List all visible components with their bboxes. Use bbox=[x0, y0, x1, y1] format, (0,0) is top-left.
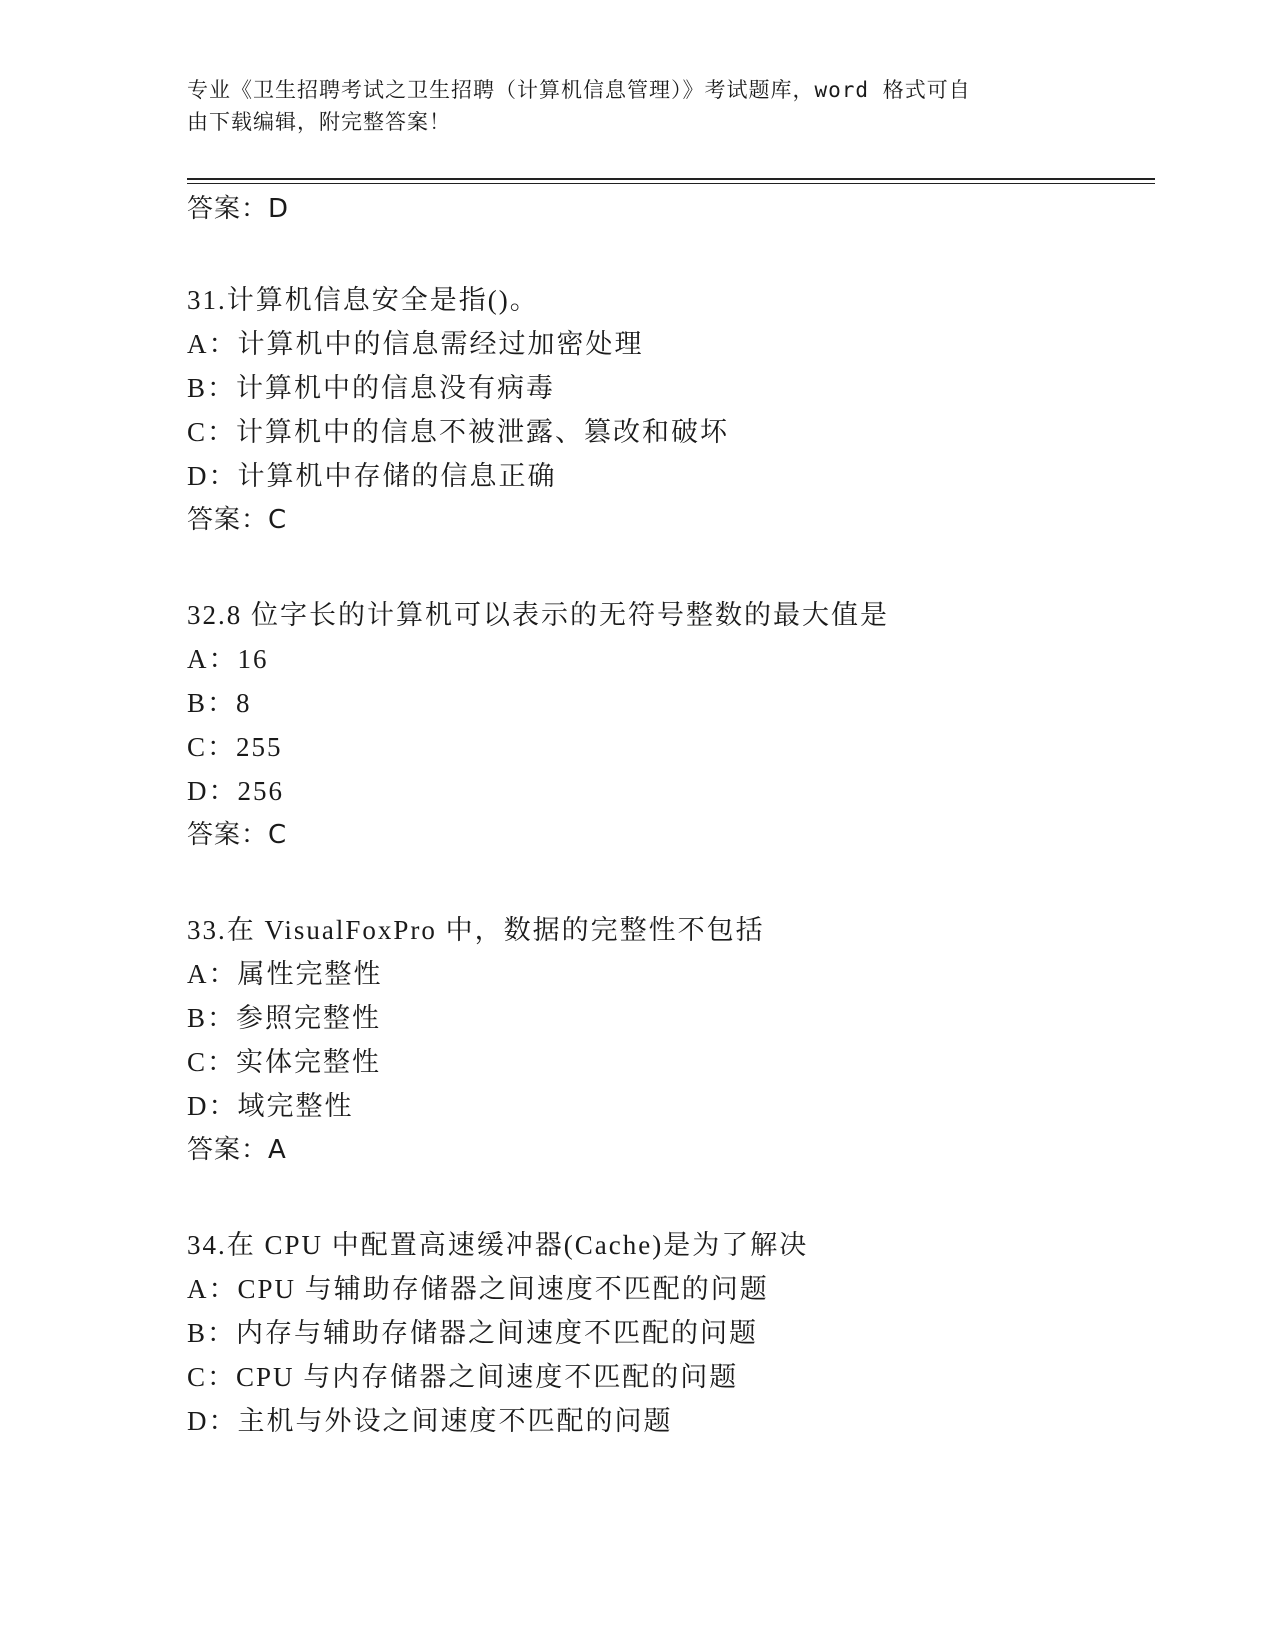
question-33-option-d: D：域完整性 bbox=[187, 1091, 354, 1121]
question-32-option-c: C：255 bbox=[187, 732, 283, 762]
header-divider-thin bbox=[187, 183, 1155, 184]
document-header bbox=[187, 74, 1087, 138]
question-34-option-a: A：CPU 与辅助存储器之间速度不匹配的问题 bbox=[187, 1274, 769, 1304]
question-33-answer: 答案：A bbox=[187, 1135, 287, 1165]
header-divider bbox=[187, 178, 1155, 180]
question-34-option-c: C：CPU 与内存储器之间速度不匹配的问题 bbox=[187, 1362, 739, 1392]
question-34-option-d: D：主机与外设之间速度不匹配的问题 bbox=[187, 1406, 673, 1436]
question-33-option-a: A：属性完整性 bbox=[187, 959, 383, 989]
answer-30: 答案：D bbox=[187, 194, 290, 224]
question-33-option-b: B：参照完整性 bbox=[187, 1003, 382, 1033]
question-34-stem: 34.在 CPU 中配置高速缓冲器(Cache)是为了解决 bbox=[187, 1230, 809, 1260]
question-31-answer: 答案：C bbox=[187, 505, 288, 535]
question-34-option-b: B：内存与辅助存储器之间速度不匹配的问题 bbox=[187, 1318, 759, 1348]
question-31-option-b: B：计算机中的信息没有病毒 bbox=[187, 373, 556, 403]
question-31-option-d: D：计算机中存储的信息正确 bbox=[187, 461, 557, 491]
question-31-option-a: A：计算机中的信息需经过加密处理 bbox=[187, 329, 644, 359]
question-33-stem: 33.在 VisualFoxPro 中，数据的完整性不包括 bbox=[187, 915, 765, 945]
question-32-option-b: B：8 bbox=[187, 688, 252, 718]
header-line-1: 专业《卫生招聘考试之卫生招聘（计算机信息管理）》考试题库，word 格式可自 bbox=[187, 78, 971, 102]
header-line-2: 由下载编辑，附完整答案！ bbox=[187, 110, 451, 134]
question-33-option-c: C：实体完整性 bbox=[187, 1047, 382, 1077]
question-32-option-a: A：16 bbox=[187, 644, 269, 674]
question-31-option-c: C：计算机中的信息不被泄露、篡改和破坏 bbox=[187, 417, 730, 447]
question-32-answer: 答案：C bbox=[187, 820, 288, 850]
question-31-stem: 31.计算机信息安全是指()。 bbox=[187, 285, 539, 315]
question-32-option-d: D：256 bbox=[187, 776, 284, 806]
question-32-stem: 32.8 位字长的计算机可以表示的无符号整数的最大值是 bbox=[187, 600, 889, 630]
